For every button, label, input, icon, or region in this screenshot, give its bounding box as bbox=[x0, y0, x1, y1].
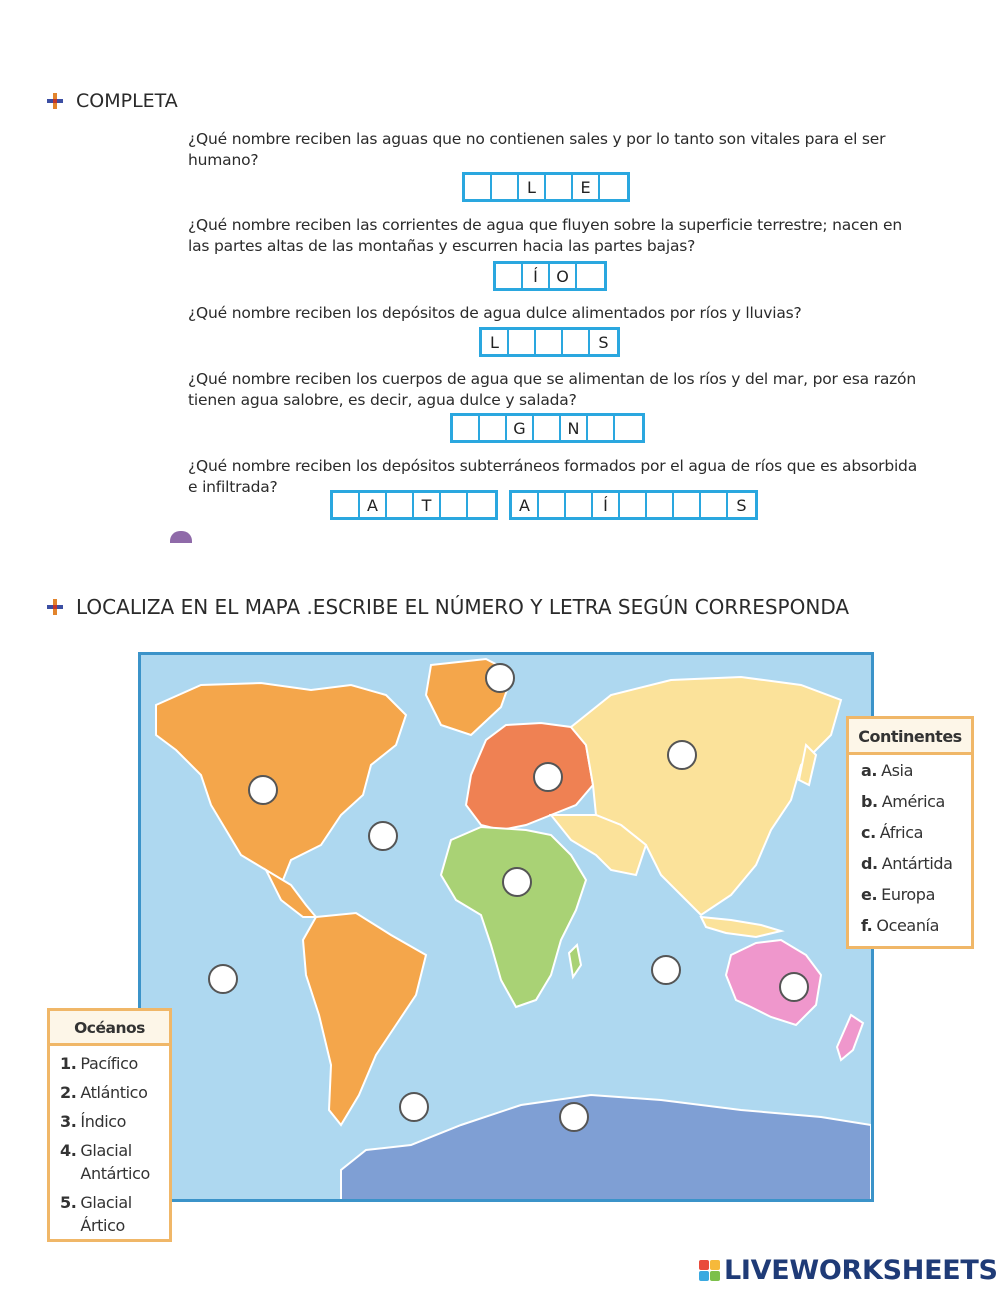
question-4: ¿Qué nombre reciben los cuerpos de agua que se alimentan de los ríos y del mar, por esa razón tienen agua salobre, es decir, agua dulce y salada? bbox=[188, 370, 916, 409]
legend-title: Océanos bbox=[50, 1011, 169, 1046]
map-marker-europe[interactable] bbox=[533, 762, 563, 792]
letter-cell[interactable] bbox=[647, 493, 674, 517]
letter-cell[interactable] bbox=[468, 493, 495, 517]
letter-cell[interactable] bbox=[566, 493, 593, 517]
letter-cell[interactable] bbox=[441, 493, 468, 517]
letter-cell: S bbox=[598, 332, 609, 352]
answer-boxes-3 bbox=[479, 327, 620, 357]
letter-cell[interactable] bbox=[620, 493, 647, 517]
map-marker-atlantic-ocean[interactable] bbox=[368, 821, 398, 851]
oceans-legend bbox=[47, 1008, 172, 1242]
letter-cell: L bbox=[519, 175, 546, 199]
map-marker-antarctic-ocean[interactable] bbox=[399, 1092, 429, 1122]
legend-item: c. África bbox=[861, 823, 923, 842]
letter-cell[interactable] bbox=[333, 493, 360, 517]
letter-cell[interactable] bbox=[534, 416, 561, 440]
letter-cell[interactable] bbox=[588, 416, 615, 440]
plus-bullet-icon bbox=[46, 92, 64, 110]
letter-cell[interactable] bbox=[539, 493, 566, 517]
legend-item: 2. Atlántico bbox=[60, 1083, 148, 1102]
letter-cell: Í bbox=[593, 493, 620, 517]
indonesia-shape bbox=[701, 917, 781, 937]
letter-cell: S bbox=[736, 495, 747, 515]
legend-item: d. Antártida bbox=[861, 854, 953, 873]
liveworksheets-watermark bbox=[699, 1254, 998, 1286]
answer-boxes-5-word1 bbox=[330, 490, 498, 520]
letter-cell[interactable] bbox=[509, 330, 536, 354]
map-marker-indian-ocean[interactable] bbox=[651, 955, 681, 985]
letter-cell[interactable] bbox=[577, 264, 604, 288]
section-title: COMPLETA bbox=[76, 90, 178, 112]
map-marker-antarctica[interactable] bbox=[559, 1102, 589, 1132]
central-america-shape bbox=[266, 870, 316, 917]
legend-item: 1. Pacífico bbox=[60, 1054, 138, 1073]
legend-item: b. América bbox=[861, 792, 945, 811]
letter-cell: T bbox=[414, 493, 441, 517]
letter-cell: N bbox=[561, 416, 588, 440]
legend-item: 3. Índico bbox=[60, 1112, 127, 1131]
section-title: LOCALIZA EN EL MAPA .ESCRIBE EL NÚMERO Y LETRA SEGÚN CORRESPONDA bbox=[76, 595, 850, 619]
map-marker-asia[interactable] bbox=[667, 740, 697, 770]
letter-cell[interactable] bbox=[600, 175, 627, 199]
letter-cell: A bbox=[360, 493, 387, 517]
legend-item: a. Asia bbox=[861, 761, 914, 780]
continents-legend bbox=[846, 716, 974, 949]
map-marker-arctic-ocean[interactable] bbox=[485, 663, 515, 693]
map-marker-africa[interactable] bbox=[502, 867, 532, 897]
question-3: ¿Qué nombre reciben los depósitos de agua dulce alimentados por ríos y lluvias? bbox=[188, 304, 802, 322]
europe-shape bbox=[466, 723, 593, 830]
answer-boxes-5-word2 bbox=[509, 490, 758, 520]
map-marker-north-america[interactable] bbox=[248, 775, 278, 805]
map-marker-oceania[interactable] bbox=[779, 972, 809, 1002]
letter-cell[interactable] bbox=[546, 175, 573, 199]
world-map-drawing bbox=[141, 655, 871, 1199]
question-2: ¿Qué nombre reciben las corrientes de agua que fluyen sobre la superficie terrestre; nacen en las partes altas de las montañas y escurren hacia las partes bajas? bbox=[188, 216, 902, 255]
answer-boxes-4 bbox=[450, 413, 645, 443]
africa-shape bbox=[441, 827, 586, 1007]
letter-cell[interactable] bbox=[453, 416, 480, 440]
new-zealand-shape bbox=[837, 1015, 863, 1060]
letter-cell[interactable] bbox=[480, 416, 507, 440]
answer-boxes-2 bbox=[493, 261, 607, 291]
letter-cell[interactable] bbox=[701, 493, 728, 517]
liveworksheets-logo-icon bbox=[699, 1260, 720, 1281]
question-5: ¿Qué nombre reciben los depósitos subterráneos formados por el agua de ríos que es absorbida e infiltrada? bbox=[188, 457, 917, 496]
letter-cell[interactable] bbox=[615, 416, 642, 440]
map-marker-pacific-ocean[interactable] bbox=[208, 964, 238, 994]
answer-boxes-1 bbox=[462, 172, 630, 202]
letter-cell: L bbox=[482, 330, 509, 354]
letter-cell: E bbox=[573, 175, 600, 199]
letter-cell: G bbox=[507, 416, 534, 440]
question-1: ¿Qué nombre reciben las aguas que no contienen sales y por lo tanto son vitales para el ser humano? bbox=[188, 130, 886, 169]
world-map bbox=[138, 652, 874, 1202]
watermark-text: LIVEWORKSHEETS bbox=[724, 1254, 998, 1286]
letter-cell[interactable] bbox=[563, 330, 590, 354]
section-localiza-heading bbox=[46, 595, 849, 619]
legend-item: 4. Glacial Antártico bbox=[60, 1141, 150, 1183]
legend-item: f. Oceanía bbox=[861, 916, 940, 935]
legend-item: 5. Glacial Ártico bbox=[60, 1193, 132, 1235]
section-completa-heading bbox=[46, 90, 178, 112]
letter-cell[interactable] bbox=[674, 493, 701, 517]
letter-cell: Í bbox=[523, 264, 550, 288]
asia-shape bbox=[571, 677, 841, 915]
madagascar-shape bbox=[569, 945, 581, 977]
letter-cell: A bbox=[512, 493, 539, 517]
legend-item: e. Europa bbox=[861, 885, 935, 904]
letter-cell[interactable] bbox=[536, 330, 563, 354]
letter-cell[interactable] bbox=[387, 493, 414, 517]
decorative-shape bbox=[170, 531, 192, 543]
plus-bullet-icon bbox=[46, 598, 64, 616]
letter-cell[interactable] bbox=[465, 175, 492, 199]
letter-cell: O bbox=[550, 264, 577, 288]
legend-title: Continentes bbox=[849, 719, 971, 755]
north-america-shape bbox=[156, 683, 406, 885]
letter-cell[interactable] bbox=[496, 264, 523, 288]
letter-cell[interactable] bbox=[492, 175, 519, 199]
